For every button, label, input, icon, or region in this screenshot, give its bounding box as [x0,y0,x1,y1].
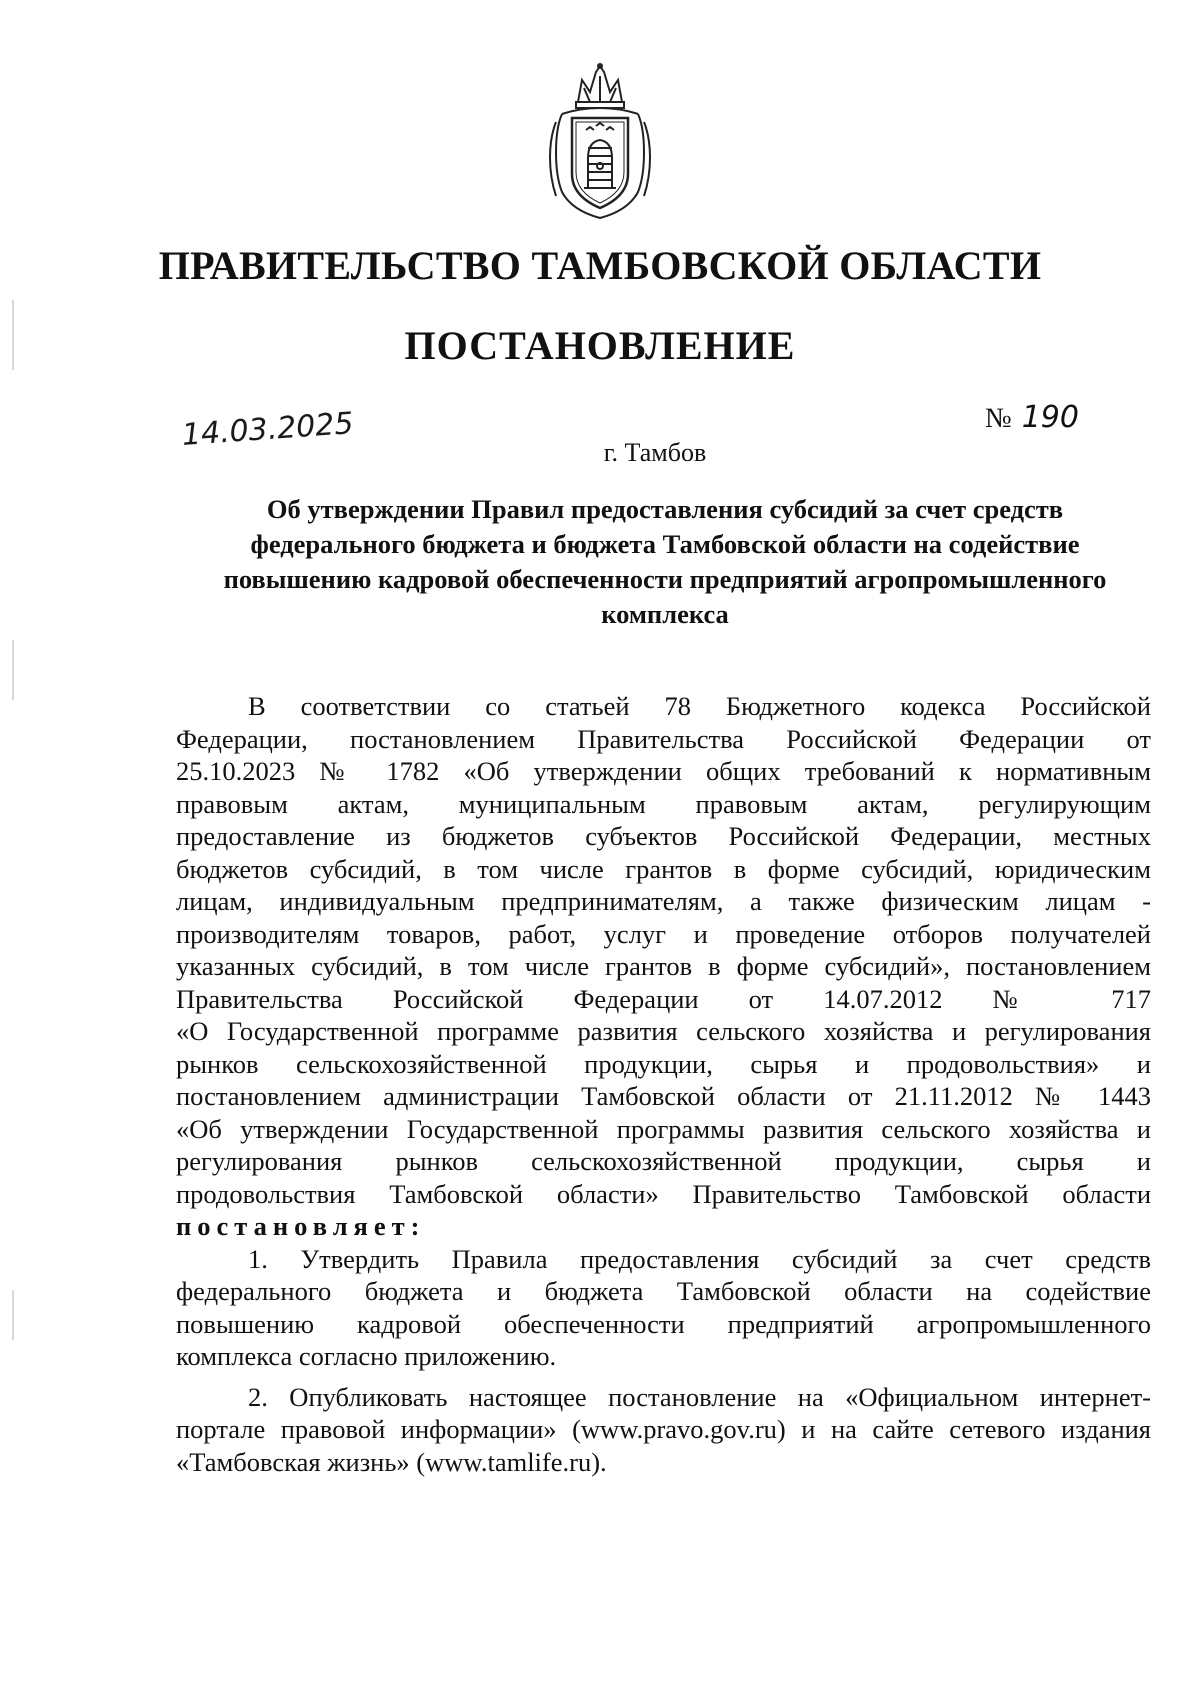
item-1-line: повышению кадровой обеспеченности предприятий агропромышленного [176,1308,1151,1339]
preamble-line: регулирования рынков сельскохозяйственной продукции, сырья и [176,1146,1151,1176]
decree-word: постановляет: [176,1211,426,1241]
preamble-line: предоставление из бюджетов субъектов Российской Федерации, местных [176,821,1151,851]
title-line: Об утверждении Правил предоставления субсидий за счет средств [266,494,1064,524]
preamble-line: «Об утверждении Государственной программы развития сельского хозяйства и [176,1113,1151,1144]
document-body [176,690,1151,1478]
preamble-line: производителям товаров, работ, услуг и проведение отборов получателей [176,918,1151,949]
preamble-line: Федерации, постановлением Правительства Российской Федерации от [176,723,1151,754]
organization-heading: ПРАВИТЕЛЬСТВО ТАМБОВСКОЙ ОБЛАСТИ [158,243,1042,288]
document-type-heading: ПОСТАНОВЛЕНИЕ [404,323,796,368]
preamble-line: указанных субсидий, в том числе грантов в форме субсидий», постановлением [176,951,1151,981]
handwritten-number: 190 [1021,400,1079,435]
document-title [200,492,1130,632]
preamble-line: постановлением администрации Тамбовской области от 21.11.2012 № 1443 [176,1081,1151,1111]
preamble-line: 25.10.2023 № 1782 «Об утверждении общих требований к нормативным [176,756,1151,786]
number-label: № [985,403,1012,434]
item-1-line: комплекса согласно приложению. [176,1341,557,1371]
preamble-line: Правительства Российской Федерации от 14.07.2012 № 717 [176,983,1151,1014]
item-1-line: федерального бюджета и бюджета Тамбовской области на содействие [176,1276,1151,1306]
preamble-line: лицам, индивидуальным предпринимателям, а также физическим лицам - [176,886,1151,916]
preamble-line: продовольствия Тамбовской области» Правительство Тамбовской области [176,1178,1151,1209]
title-line: повышению кадровой обеспеченности предприятий агропромышленного [223,564,1107,594]
item-1-line: 1. Утвердить Правила предоставления субсидий за счет средств [248,1243,1151,1274]
item-2-line: «Тамбовская жизнь» (www.tamlife.ru). [176,1446,607,1477]
scan-edge-mark [12,640,14,700]
handwritten-date: 14.03.2025 [180,406,355,453]
title-line: федерального бюджета и бюджета Тамбовской области на содействие [250,529,1080,559]
item-2-line: 2. Опубликовать настоящее постановление на «Официальном интернет- [248,1381,1151,1412]
scan-edge-mark [12,1290,14,1340]
scan-edge-mark [12,300,14,370]
preamble-line: рынков сельскохозяйственной продукции, сырья и продовольствия» и [176,1048,1151,1079]
preamble-line: правовым актам, муниципальным правовым актам, регулирующим [176,788,1151,819]
title-line: комплекса [601,599,729,629]
preamble-line: бюджетов субсидий, в том числе грантов в форме субсидий, юридическим [176,853,1151,884]
coat-of-arms-emblem [540,62,660,222]
item-2-line: портале правовой информации» (www.pravo.gov.ru) и на сайте сетевого издания [176,1414,1151,1444]
document-number [985,400,1079,435]
preamble-line: В соответствии со статьей 78 Бюджетного кодекса Российской [248,691,1151,721]
preamble-line: «О Государственной программе развития сельского хозяйства и регулирования [176,1016,1151,1046]
city-line: г. Тамбов [603,438,707,467]
